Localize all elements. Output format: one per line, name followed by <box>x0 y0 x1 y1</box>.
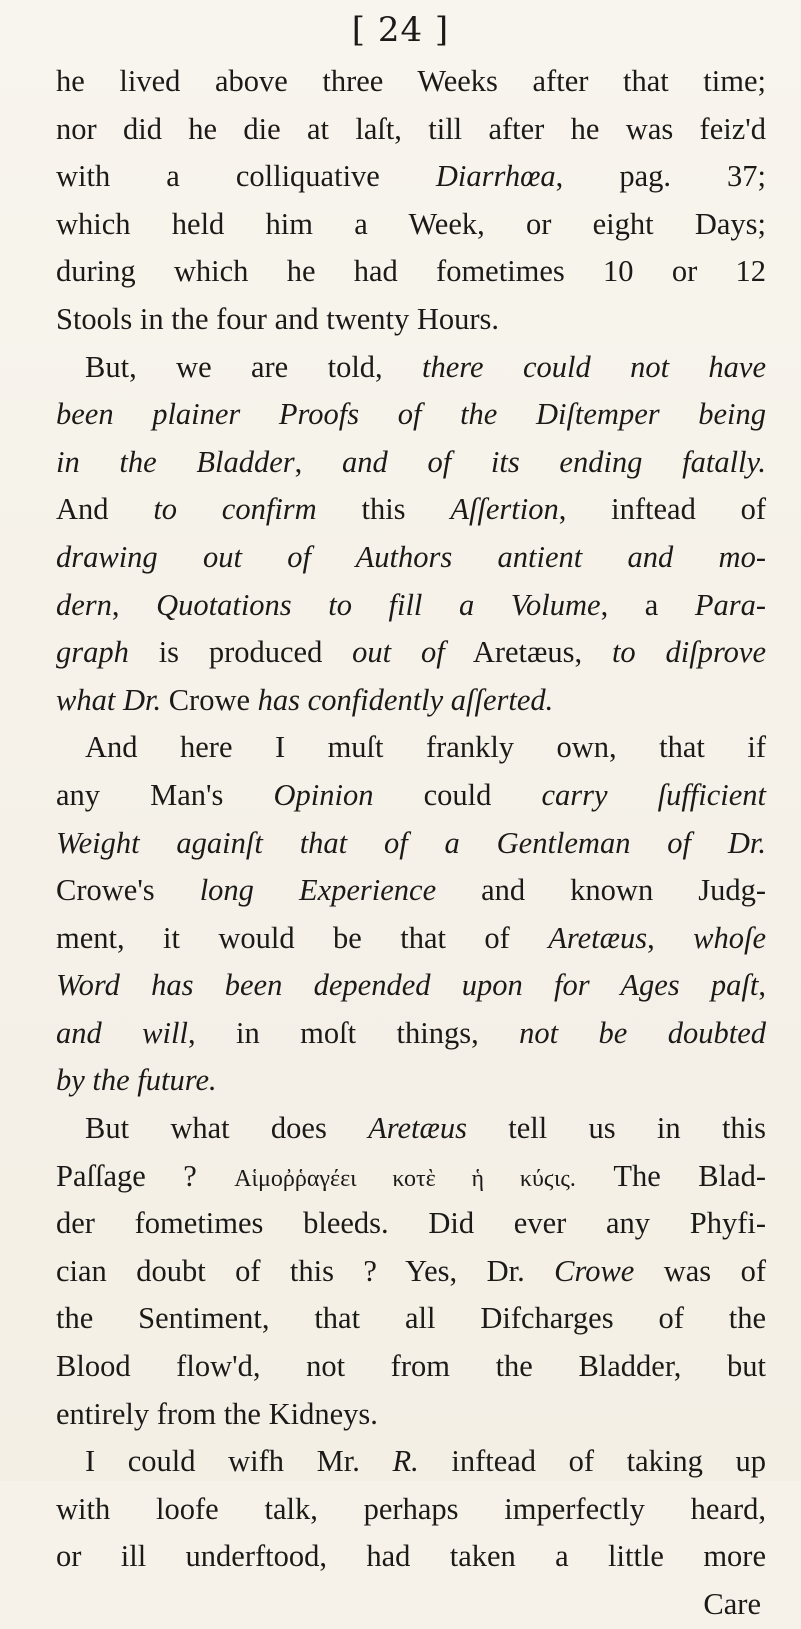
text-run: , <box>111 587 157 622</box>
italic-text: Diarrhœa <box>435 159 556 194</box>
text-run: which held him a Week, or eight Days; <box>56 206 766 241</box>
text-line <box>56 534 766 582</box>
text-run: any Man's <box>56 777 274 812</box>
text-run: , <box>294 444 343 479</box>
italic-text: by the future. <box>56 1063 217 1098</box>
text-run: But what does <box>85 1111 369 1146</box>
text-run: , a <box>600 587 695 622</box>
italic-text: Aſſertion <box>450 492 559 527</box>
text-run: or ill underftood, had taken a little more <box>56 1539 766 1574</box>
text-line <box>56 962 766 1010</box>
text-line <box>56 1057 766 1105</box>
italic-text: Opinion <box>273 777 374 812</box>
text-run: ment, it would be that of <box>56 920 549 955</box>
text-run: And <box>56 492 154 527</box>
text-line <box>56 1200 766 1248</box>
text-run: Crowe's <box>56 873 200 908</box>
text-line <box>56 1391 766 1439</box>
text-run: cian doubt of this ? Yes, Dr. <box>56 1253 555 1288</box>
italic-text: carry ſufficient <box>541 777 767 812</box>
italic-text: has confidently aſſerted. <box>257 682 554 717</box>
italic-text: long Experience <box>199 873 437 908</box>
text-line <box>56 391 766 439</box>
text-run: , <box>758 968 766 1003</box>
text-run: And here I muſt frankly own, that if <box>85 730 766 765</box>
text-run: I could wifh Mr. <box>85 1444 393 1479</box>
text-run: was of <box>634 1253 766 1288</box>
italic-text: Aretæus <box>368 1111 467 1146</box>
text-line <box>56 248 766 296</box>
text-run: Blood flow'd, not from the Bladder, but <box>56 1349 766 1384</box>
text-line <box>56 58 766 106</box>
text-run: entirely from the Kidneys. <box>56 1396 378 1431</box>
text-run: he lived above three Weeks after that time; <box>56 64 766 98</box>
text-line <box>56 724 766 772</box>
text-run: could <box>373 777 542 812</box>
text-line <box>56 296 766 344</box>
italic-text: there could not have <box>422 349 766 384</box>
italic-text: Crowe <box>554 1253 635 1288</box>
text-line <box>56 1438 766 1486</box>
italic-text: R. <box>392 1444 419 1479</box>
text-run: the Sentiment, that all Difcharges of the <box>56 1301 766 1336</box>
text-run: Αἱμοῤῥαγέει κοτὲ ἡ κύϛις. <box>234 1165 576 1192</box>
text-run: with loofe talk, perhaps imperfectly heard, <box>56 1491 766 1526</box>
text-line <box>56 867 766 915</box>
text-run: nor did he die at laſt, till after he was feiz'd <box>56 111 766 146</box>
text-run: , in moſt things, <box>187 1015 520 1050</box>
italic-text: to confirm <box>153 492 317 527</box>
text-run: , pag. 37; <box>555 159 766 194</box>
text-line <box>56 1533 766 1581</box>
italic-text: in the Bladder <box>56 444 295 479</box>
italic-text: Para- <box>694 587 767 622</box>
text-line <box>56 772 766 820</box>
italic-text: not be doubted <box>519 1015 767 1050</box>
text-line <box>56 582 766 630</box>
text-line <box>56 677 766 725</box>
text-run: tell us in this <box>466 1111 767 1146</box>
italic-text: what Dr. <box>56 682 162 717</box>
text-line <box>56 1486 766 1534</box>
text-run: , <box>647 920 694 955</box>
text-line <box>56 1343 766 1391</box>
text-line <box>56 629 766 677</box>
text-run: this <box>316 492 451 527</box>
italic-text: drawing out of Authors antient and mo- <box>56 539 766 574</box>
italic-text: out of <box>352 635 445 670</box>
page-number: [ 24 ] <box>351 10 450 50</box>
text-line <box>56 820 766 868</box>
italic-text: been plainer Proofs of the Diſtemper being <box>56 397 766 432</box>
text-line <box>56 1010 766 1058</box>
italic-text: whoſe <box>693 920 766 955</box>
italic-text: Weight againſt that of a Gentleman of Dr. <box>56 825 766 860</box>
italic-text: and will <box>56 1015 188 1050</box>
body-text <box>56 58 766 1629</box>
italic-text: Aretæus <box>548 920 648 955</box>
text-run: and known Judg- <box>436 873 766 908</box>
text-run: But, we are told, <box>85 349 423 384</box>
text-run: Stools in the four and twenty Hours. <box>56 301 500 336</box>
text-run: is produced <box>128 635 353 670</box>
text-line <box>56 1153 766 1201</box>
text-run: during which he had fometimes 10 or 12 <box>56 254 766 289</box>
text-line <box>56 106 766 154</box>
text-line <box>56 915 766 963</box>
text-run: Aretæus, <box>444 635 612 670</box>
text-line <box>56 486 766 534</box>
italic-text: Word has been depended upon for Ages paſt <box>56 968 759 1003</box>
text-line <box>56 1105 766 1153</box>
text-run: The Blad- <box>575 1158 766 1193</box>
text-line <box>56 439 766 487</box>
italic-text: and of its ending fatally. <box>342 444 767 479</box>
italic-text: graph <box>56 635 129 670</box>
italic-text: to diſprove <box>611 635 767 670</box>
text-line <box>56 153 766 201</box>
text-run: Crowe <box>161 682 258 717</box>
text-line <box>56 344 766 392</box>
italic-text: dern <box>56 587 112 622</box>
text-line <box>56 1295 766 1343</box>
text-run: Paſſage ? <box>56 1158 235 1193</box>
text-line <box>56 201 766 249</box>
text-run: , inftead of <box>558 492 767 527</box>
italic-text: Quotations to fill a Volume <box>156 587 601 622</box>
catchword: Care <box>703 1587 761 1621</box>
text-line <box>56 1248 766 1296</box>
text-run: with a colliquative <box>56 159 436 194</box>
text-run: der fometimes bleeds. Did ever any Phyfi- <box>56 1206 766 1241</box>
text-run: inftead of taking up <box>418 1444 767 1479</box>
